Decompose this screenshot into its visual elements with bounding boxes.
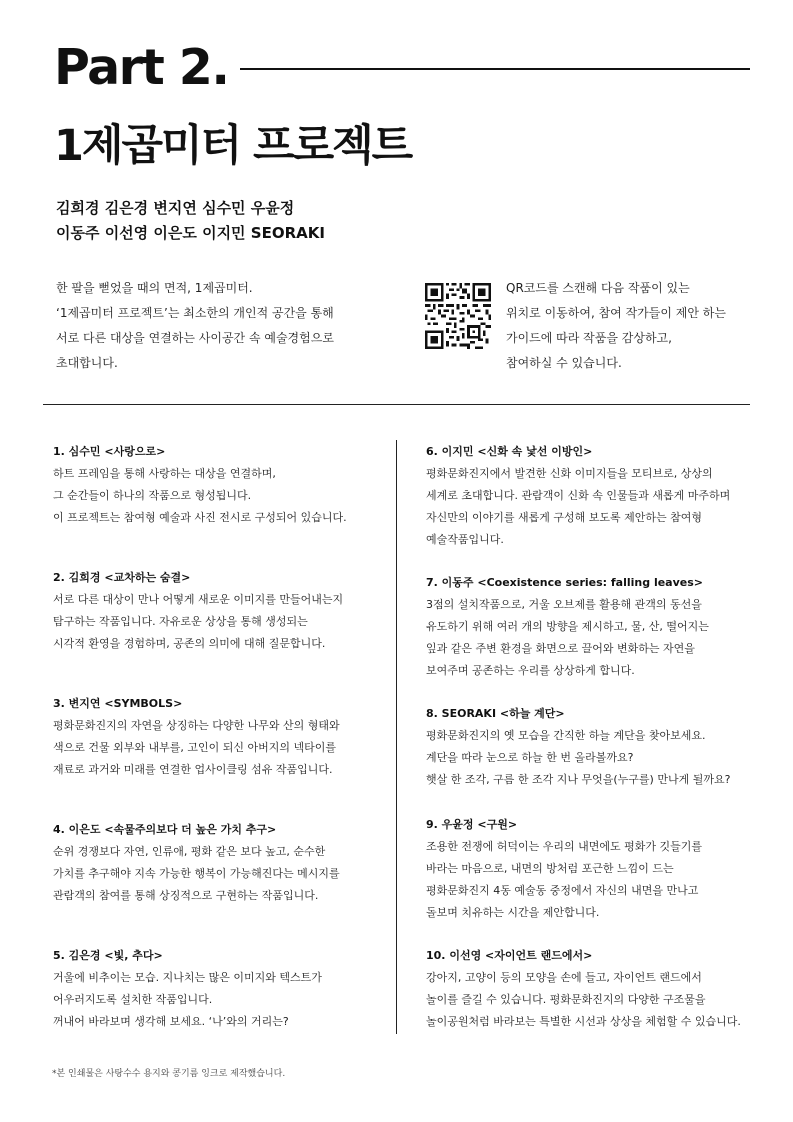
work-item <box>53 819 340 907</box>
work-title: 8. SEORAKI <하늘 계단> <box>426 707 565 720</box>
work-item <box>53 945 322 1033</box>
work-description-line: 놀이를 즐길 수 있습니다. 평화문화진지의 다양한 구조물을 <box>426 993 706 1006</box>
qr-instructions-line: 가이드에 따라 작품을 감상하고, <box>506 331 672 345</box>
work-description-line: 세계로 초대합니다. 관람객이 신화 속 인물들과 새롭게 마주하며 <box>426 489 731 502</box>
work-description-line: 자신만의 이야기를 새롭게 구성해 보도록 제안하는 참여형 <box>426 511 703 524</box>
header-rule <box>240 68 750 70</box>
work-description-line: 조용한 전쟁에 허덕이는 우리의 내면에도 평화가 깃들기를 <box>426 840 703 853</box>
work-title: 2. 김희경 <교차하는 숨결> <box>53 571 191 584</box>
qr-instructions <box>506 276 756 376</box>
work-description-line: 관람객의 참여를 통해 상징적으로 구현하는 작품입니다. <box>53 889 319 902</box>
work-item <box>426 703 730 791</box>
section-divider <box>43 404 750 405</box>
intro-line: ‘1제곱미터 프로젝트’는 최소한의 개인적 공간을 통해 <box>56 306 334 320</box>
work-item <box>53 441 347 529</box>
intro-text <box>56 276 386 376</box>
work-description-line: 가치를 추구해야 지속 가능한 행복이 가능해진다는 메시지를 <box>53 867 340 880</box>
qr-instructions-line: 참여하실 수 있습니다. <box>506 356 622 370</box>
authors-line: 이동주 이선영 이은도 이지민 SEORAKI <box>56 224 325 242</box>
work-description-line: 이 프로젝트는 참여형 예술과 사진 전시로 구성되어 있습니다. <box>53 511 347 524</box>
work-description-line: 어우러지도록 설치한 작품입니다. <box>53 993 213 1006</box>
work-title: 7. 이동주 <Coexistence series: falling leaves> <box>426 576 703 589</box>
work-item <box>426 814 702 924</box>
work-description-line: 서로 다른 대상이 만나 어떻게 새로운 이미지를 만들어내는지 <box>53 593 344 606</box>
work-title: 5. 김은경 <빛, 추다> <box>53 949 163 962</box>
intro-line: 한 팔을 뻗었을 때의 면적, 1제곱미터. <box>56 281 253 295</box>
work-description-line: 꺼내어 바라보며 생각해 보세요. ‘나’와의 거리는? <box>53 1015 289 1028</box>
column-divider <box>396 440 397 1034</box>
qr-code-icon[interactable] <box>425 283 491 349</box>
work-description-line: 놀이공원처럼 바라보는 특별한 시선과 상상을 체험할 수 있습니다. <box>426 1015 741 1028</box>
work-description-line: 유도하기 위해 여러 개의 방향을 제시하고, 물, 산, 떨어지는 <box>426 620 709 633</box>
work-title: 3. 변지연 <SYMBOLS> <box>53 697 183 710</box>
work-title: 9. 우윤정 <구원> <box>426 818 518 831</box>
work-title: 1. 심수민 <사랑으로> <box>53 445 166 458</box>
work-description-line: 바라는 마음으로, 내면의 방처럼 포근한 느낌이 드는 <box>426 862 674 875</box>
page-title: 1제곱미터 프로젝트 <box>54 121 412 171</box>
work-description-line: 그 순간들이 하나의 작품으로 형성됩니다. <box>53 489 252 502</box>
work-description-line: 시각적 환영을 경험하며, 공존의 의미에 대해 질문합니다. <box>53 637 326 650</box>
work-item <box>426 572 709 682</box>
authors-list <box>56 196 325 246</box>
authors-line: 김희경 김은경 변지연 심수민 우윤정 <box>56 199 295 217</box>
work-description-line: 평화문화진지에서 발견한 신화 이미지들을 모티브로, 상상의 <box>426 467 713 480</box>
work-description-line: 잎과 같은 주변 환경을 화면으로 끌어와 변화하는 자연을 <box>426 642 695 655</box>
work-title: 6. 이지민 <신화 속 낯선 이방인> <box>426 445 593 458</box>
part-label: Part 2. <box>54 39 229 96</box>
intro-line: 서로 다른 대상을 연결하는 사이공간 속 예술경험으로 <box>56 331 334 345</box>
work-description-line: 하트 프레임을 통해 사랑하는 대상을 연결하며, <box>53 467 276 480</box>
qr-instructions-line: 위치로 이동하여, 참여 작가들이 제안 하는 <box>506 306 726 320</box>
work-description-line: 거울에 비추이는 모습. 지나치는 많은 이미지와 텍스트가 <box>53 971 322 984</box>
footnote: *본 인쇄물은 사탕수수 용지와 콩기름 잉크로 제작했습니다. <box>52 1069 286 1079</box>
work-description-line: 평화문화진지의 자연을 상징하는 다양한 나무와 산의 형태와 <box>53 719 340 732</box>
work-title: 10. 이선영 <자이언트 랜드에서> <box>426 949 593 962</box>
intro-line: 초대합니다. <box>56 356 118 370</box>
work-description-line: 평화문화진지의 옛 모습을 간직한 하늘 계단을 찾아보세요. <box>426 729 706 742</box>
work-description-line: 재료로 과거와 미래를 연결한 업사이클링 섬유 작품입니다. <box>53 763 333 776</box>
work-description-line: 탐구하는 작품입니다. 자유로운 상상을 통해 생성되는 <box>53 615 308 628</box>
work-description-line: 순위 경쟁보다 자연, 인류애, 평화 같은 보다 높고, 순수한 <box>53 845 326 858</box>
work-description-line: 3점의 설치작품으로, 거울 오브제를 활용해 관객의 동선을 <box>426 598 702 611</box>
work-description-line: 평화문화진지 4동 예술동 중정에서 자신의 내면을 만나고 <box>426 884 699 897</box>
work-description-line: 예술작품입니다. <box>426 533 504 546</box>
work-description-line: 돌보며 치유하는 시간을 제안합니다. <box>426 906 600 919</box>
work-item <box>426 945 741 1033</box>
work-item <box>426 441 730 551</box>
work-description-line: 계단을 따라 눈으로 하늘 한 번 올라볼까요? <box>426 751 634 764</box>
work-title: 4. 이은도 <속물주의보다 더 높은 가치 추구> <box>53 823 277 836</box>
qr-instructions-line: QR코드를 스캔해 다음 작품이 있는 <box>506 281 690 295</box>
work-description-line: 색으로 건물 외부와 내부를, 고인이 되신 아버지의 넥타이를 <box>53 741 336 754</box>
work-description-line: 강아지, 고양이 등의 모양을 손에 들고, 자이언트 랜드에서 <box>426 971 702 984</box>
work-item <box>53 693 340 781</box>
work-description-line: 햇살 한 조각, 구름 한 조각 지나 무엇을(누구를) 만나게 될까요? <box>426 773 731 786</box>
work-description-line: 보여주며 공존하는 우리를 상상하게 합니다. <box>426 664 635 677</box>
work-item <box>53 567 343 655</box>
